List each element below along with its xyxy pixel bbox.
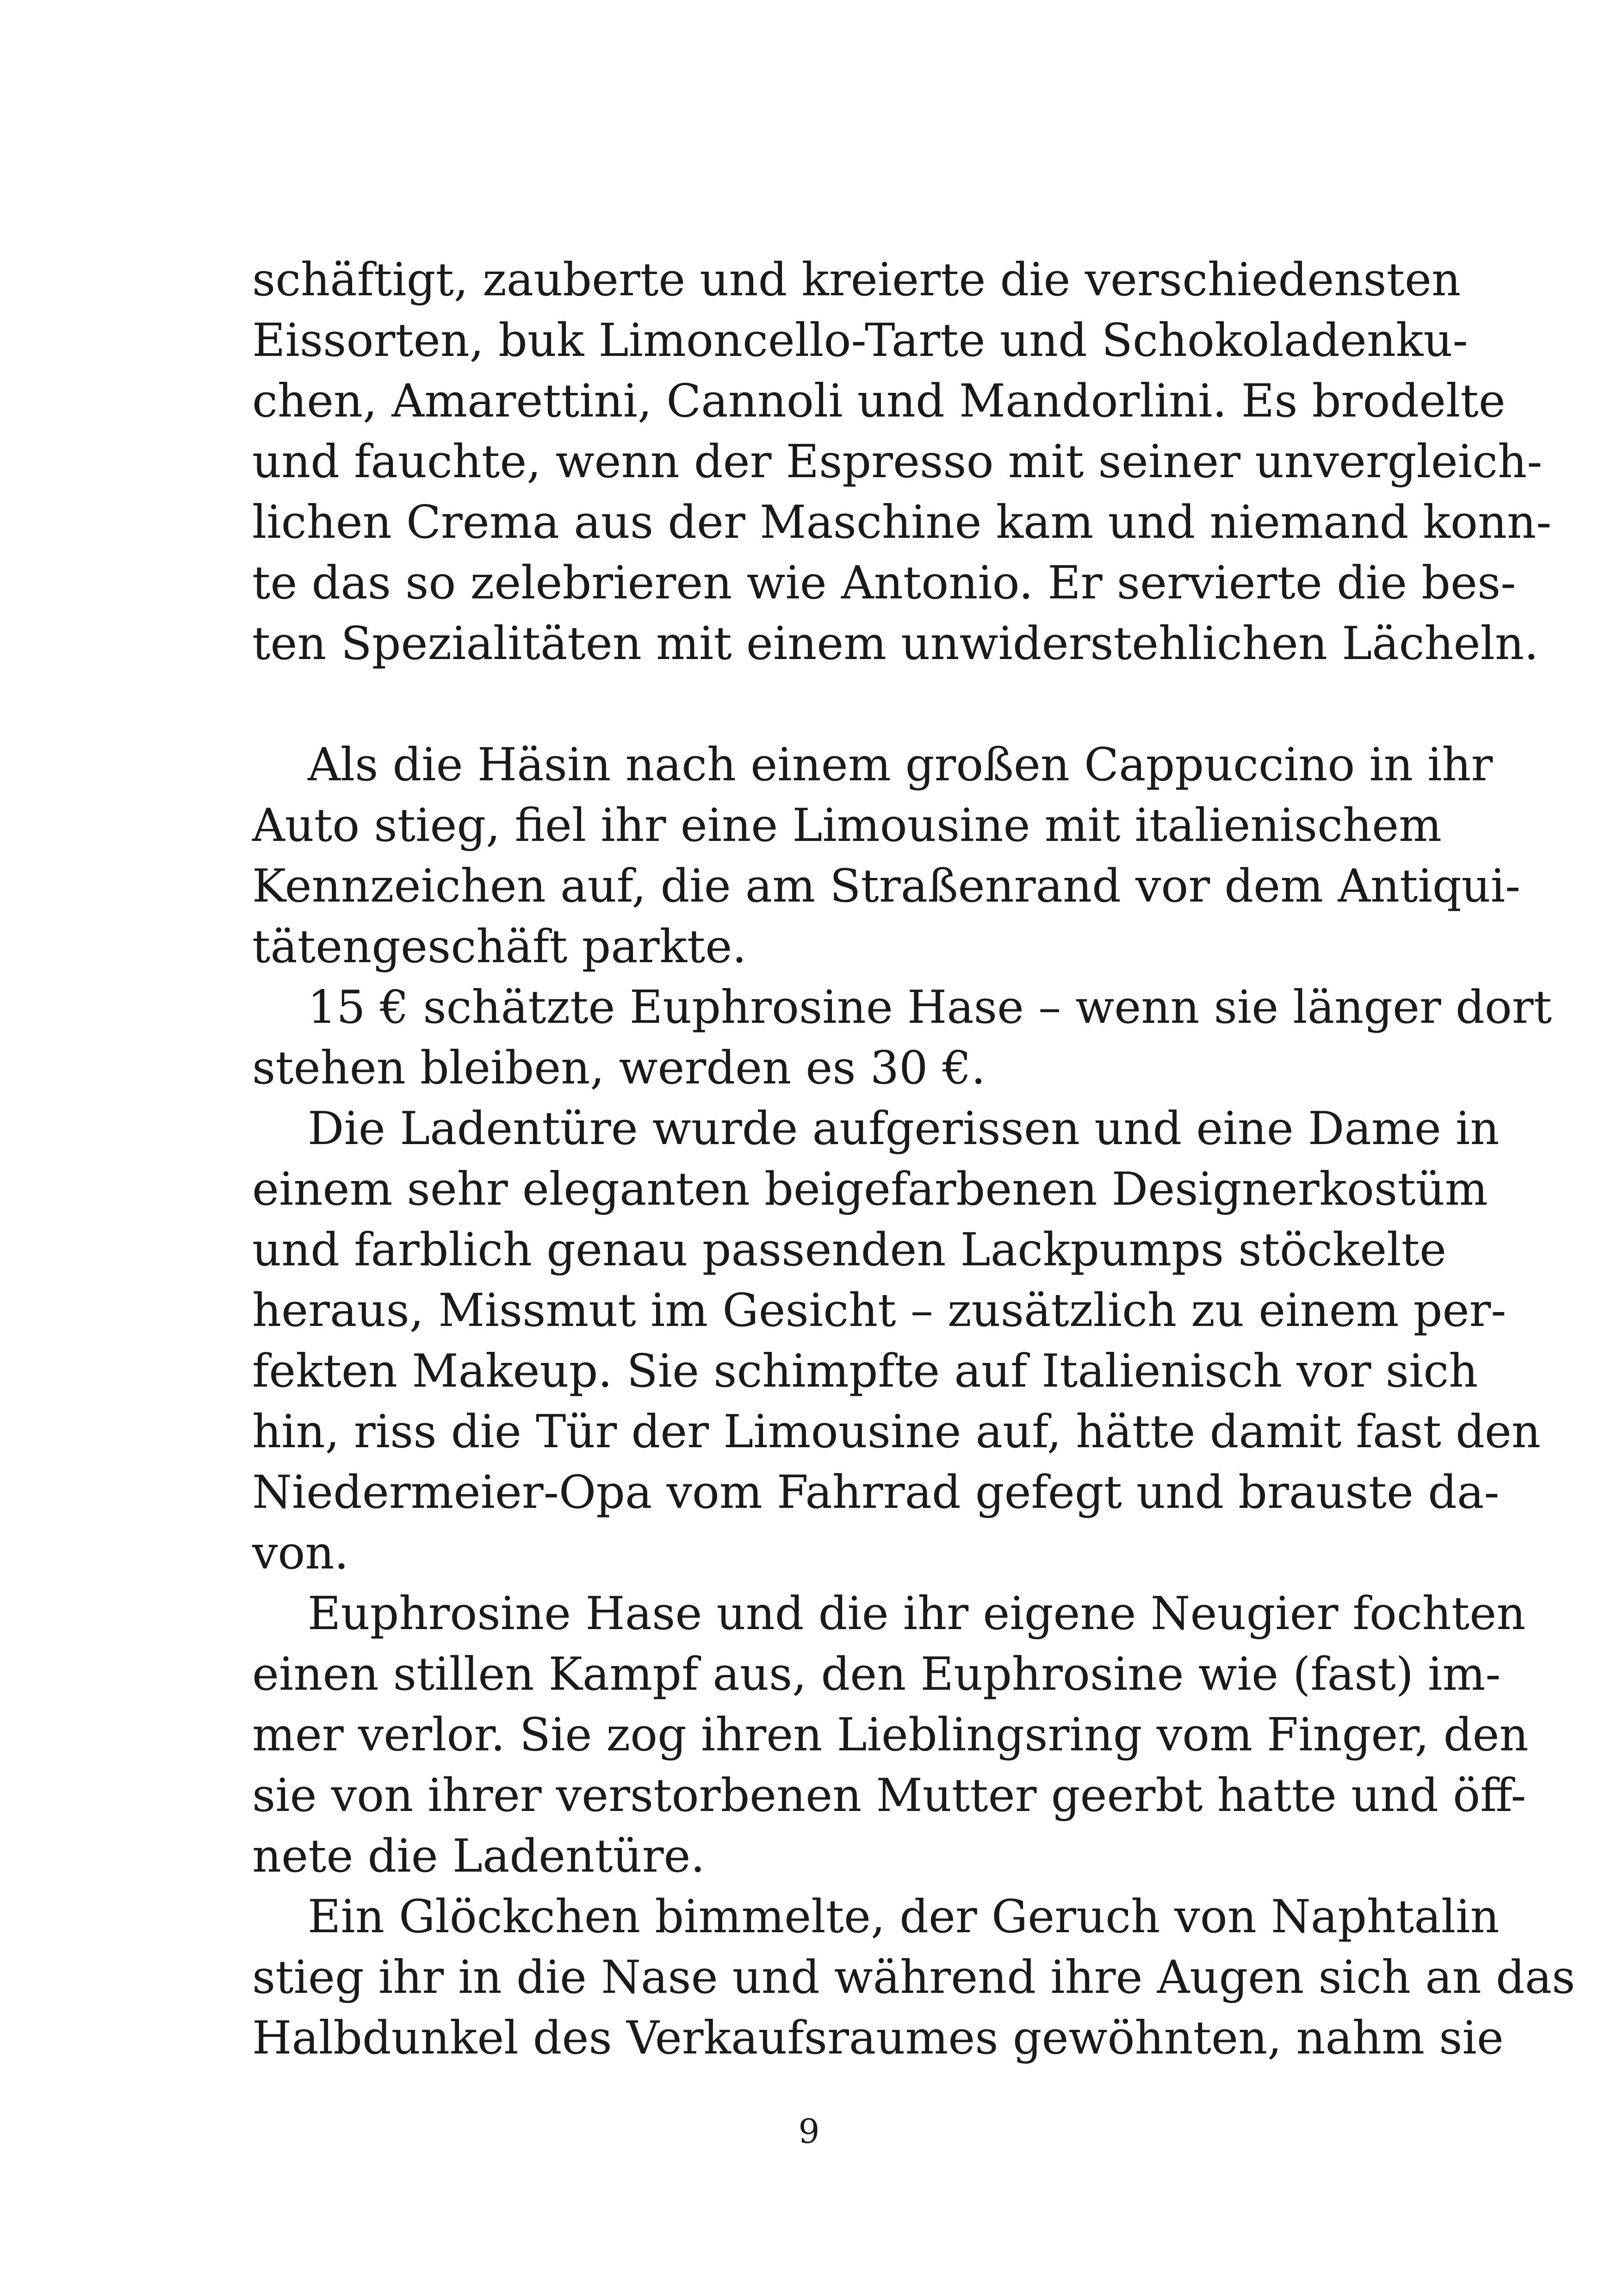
- text-line: lichen Crema aus der Maschine kam und niemand konn-: [252, 496, 1552, 549]
- text-line: sie von ihrer verstorbenen Mutter geerbt hatte und öff-: [252, 1769, 1526, 1822]
- text-line: schäftigt, zauberte und kreierte die verschiedensten: [252, 254, 1461, 306]
- section-break: [252, 674, 1370, 735]
- paragraph: [252, 250, 1552, 674]
- page-number: 9: [798, 2112, 820, 2151]
- text-line: einen stillen Kampf aus, den Euphrosine wie (fast) im-: [252, 1648, 1501, 1701]
- text-line: tätengeschäft parkte.: [252, 921, 747, 973]
- text-line: te das so zelebrieren wie Antonio. Er servierte die bes-: [252, 557, 1516, 610]
- text-line: mer verlor. Sie zog ihren Lieblingsring vom Finger, den: [252, 1709, 1529, 1761]
- paragraph: [252, 1584, 1529, 1887]
- text-line: und farblich genau passenden Lackpumps stöckelte: [252, 1224, 1447, 1276]
- text-line: Auto stieg, fiel ihr eine Limousine mit italienischem: [252, 799, 1442, 852]
- text-line: heraus, Missmut im Gesicht – zusätzlich zu einem per-: [252, 1284, 1506, 1337]
- text-line: Ein Glöckchen bimmelte, der Geruch von Naphtalin: [308, 1891, 1500, 1943]
- text-line: 15 € schätzte Euphrosine Hase – wenn sie länger dort: [308, 981, 1552, 1034]
- text-line: chen, Amarettini, Cannoli und Mandorlini. Es brodelte: [252, 375, 1506, 428]
- text-line: und fauchte, wenn der Espresso mit seiner unvergleich-: [252, 436, 1543, 488]
- text-line: Euphrosine Hase und die ihr eigene Neugier fochten: [308, 1587, 1526, 1640]
- text-line: Eissorten, buk Limoncello-Tarte und Schokoladenku-: [252, 314, 1468, 367]
- text-line: Kennzeichen auf, die am Straßenrand vor dem Antiqui-: [252, 860, 1521, 913]
- text-line: stieg ihr in die Nase und während ihre Augen sich an das: [252, 1951, 1575, 2004]
- text-line: einem sehr eleganten beigefarbenen Designerkostüm: [252, 1163, 1488, 1216]
- text-line: hin, riss die Tür der Limousine auf, hätte damit fast den: [252, 1406, 1541, 1458]
- text-line: Niedermeier-Opa vom Fahrrad gefegt und brauste da-: [252, 1466, 1500, 1519]
- paragraph: [252, 977, 1552, 1099]
- text-line: fekten Makeup. Sie schimpfte auf Italienisch vor sich: [252, 1345, 1478, 1398]
- text-line: nete die Ladentüre.: [252, 1830, 705, 1883]
- text-line: Die Ladentüre wurde aufgerissen und eine Dame in: [308, 1102, 1500, 1155]
- text-line: Halbdunkel des Verkaufsraumes gewöhnten, nahm sie: [252, 2012, 1504, 2065]
- paragraph: [252, 1887, 1575, 2069]
- body-text: [252, 250, 1575, 2069]
- text-line: stehen bleiben, werden es 30 €.: [252, 1042, 986, 1095]
- text-line: ten Spezialitäten mit einem unwiderstehlichen Lächeln.: [252, 617, 1539, 670]
- paragraph: [252, 1099, 1541, 1584]
- paragraph: [252, 735, 1521, 977]
- text-line: Als die Häsin nach einem großen Cappuccino in ihr: [308, 739, 1493, 791]
- text-line: von.: [252, 1527, 349, 1580]
